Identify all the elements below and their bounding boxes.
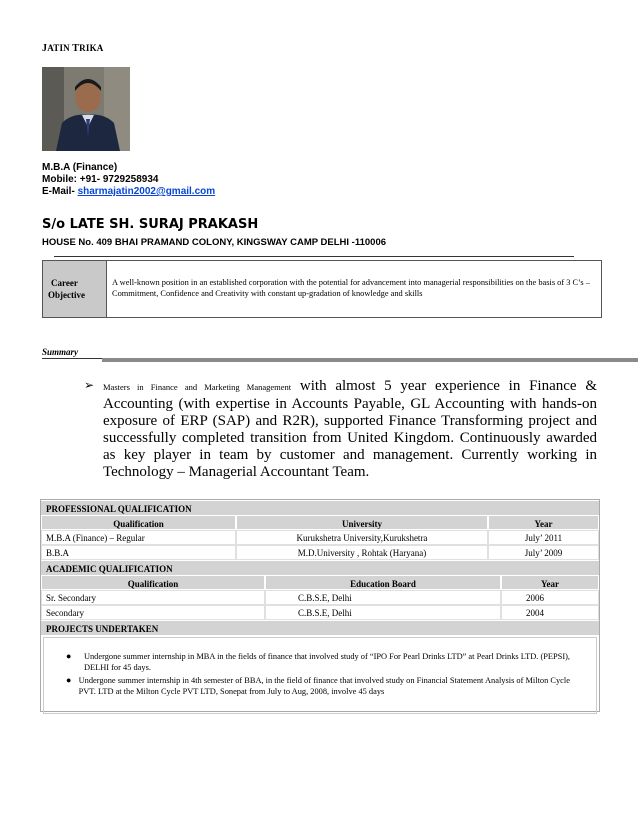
summary-divider [102,358,638,362]
career-objective-label: Career Objective [43,261,107,317]
column-header: Year [488,515,599,530]
table-row [41,545,599,560]
column-header: Year [501,575,599,590]
table-cell: C.B.S.E, Delhi [265,605,501,620]
career-objective-text: A well-known position in an established corporation with the potential for advancement into managerial responsibilities on the basis of 3 C’s – Commitment, Confidence and Creativity with constant up-gradation of knowledge and skills [112,278,590,298]
bullet-icon: ● [66,675,72,685]
mobile-line: Mobile: +91- 9729258934 [42,174,159,185]
profile-photo [42,67,130,151]
list-item: ● Undergone summer internship in 4th semester of BBA, in the field of finance that involved study on Financial Statement Analysis of Milton Cycle PVT. LTD at the Milton Cycle PVT LTD, Sonepat from July to Aug, 2008, involve 45 days [66,675,570,696]
table-cell: Kurukshetra University,Kurukshetra [236,530,488,545]
projects-heading: PROJECTS UNDERTAKEN [41,620,599,635]
arrow-bullet-icon: ➢ [84,378,95,392]
table-cell: 2004 [501,605,599,620]
email-line: E-Mail- sharmajatin2002@gmail.com [42,186,216,197]
bullet-icon: ● [66,651,72,661]
qualifications-table [40,499,600,712]
table-cell: July’ 2011 [488,530,599,545]
email-link[interactable]: sharmajatin2002@gmail.com [77,186,216,197]
column-header: Education Board [265,575,501,590]
table-row [41,590,599,605]
summary-divider-thin [42,358,102,359]
divider [54,256,574,257]
table-cell: 2006 [501,590,599,605]
column-header: Qualification [41,515,236,530]
table-cell: M.D.University , Rohtak (Haryana) [236,545,488,560]
academic-header-row [41,575,599,590]
professional-header-row [41,515,599,530]
parent-name: S/o LATE SH. SURAJ PRAKASH [42,217,259,232]
contact-block [42,162,215,198]
degree-line: M.B.A (Finance) [42,162,118,173]
resume-name: JATIN TRIKA [42,43,104,54]
table-cell: C.B.S.E, Delhi [265,590,501,605]
list-item: ● Undergone summer internship in MBA in the fields of finance that involved study of “IPO For Pearl Drinks LTD” at Pearl Drinks LTD. (PEPSI), DELHI for 45 days. [66,651,571,672]
academic-qualification-heading: ACADEMIC QUALIFICATION [41,560,599,575]
column-header: University [236,515,488,530]
table-row [41,530,599,545]
table-row [41,605,599,620]
summary-heading: Summary [42,347,79,357]
projects-list [43,637,597,714]
table-cell: Sr. Secondary [41,590,265,605]
professional-qualification-heading: PROFESSIONAL QUALIFICATION [41,500,599,515]
table-cell: July’ 2009 [488,545,599,560]
table-cell: B.B.A [41,545,236,560]
table-cell: M.B.A (Finance) – Regular [41,530,236,545]
table-cell: Secondary [41,605,265,620]
summary-text: Masters in Finance and Marketing Management with almost 5 year experience in Finance & Accounting (with expertise in Accounts Payable, GL Accounting with hands-on exposure of ERP (SAP) and R2R), supported Finance Transforming project and successfully completed transition from United Kingdom. Continuously awarded as key player in team by customer and management. Currently working in Technology – Managerial Accountant Team. [103,378,598,480]
column-header: Qualification [41,575,265,590]
address-line: HOUSE No. 409 BHAI PRAMAND COLONY, KINGSWAY CAMP DELHI -110006 [42,237,387,248]
